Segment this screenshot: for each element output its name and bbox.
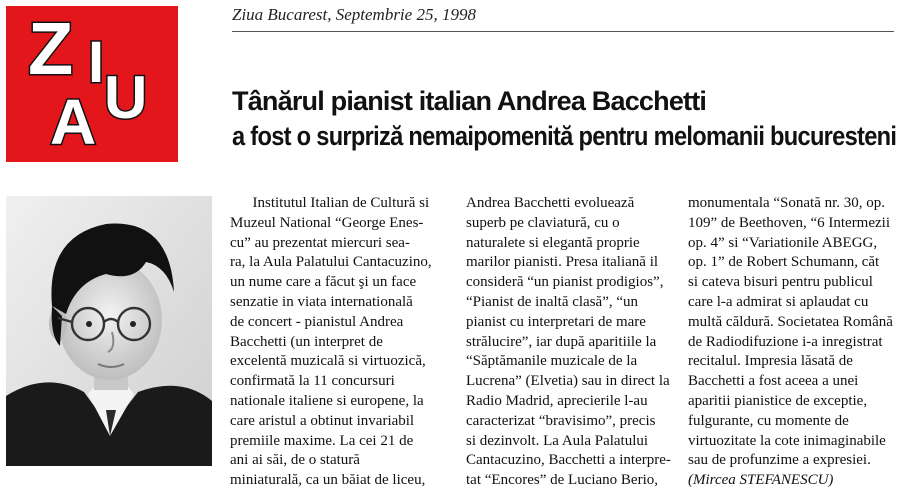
column-line: tat “Encores” de Luciano Berio,	[466, 472, 658, 489]
article-column-3	[688, 194, 896, 491]
column-line: nationale italiene si europene, la	[230, 392, 424, 409]
article-column-2	[466, 194, 672, 491]
column-line: 109” de Beethoven, “6 Intermezii	[688, 214, 891, 231]
column-line: de Radiodifuzione i-a inregistrat	[688, 333, 883, 350]
column-line: Lucrena” (Elvetia) sau in direct la	[466, 373, 670, 390]
column-line: recitalul. Impresia lăsată de	[688, 353, 853, 370]
headline-line-1: Tânărul pianist italian Andrea Bacchetti	[232, 86, 707, 116]
column-line: consideră “un pianist prodigios”,	[466, 274, 664, 291]
column-line: fulgurante, cu momente de	[688, 412, 849, 429]
column-line: ra, la Aula Palatului Cantacuzino,	[230, 254, 432, 271]
logo-letter-i: I	[88, 30, 105, 95]
logo-letter-a: A	[50, 86, 97, 158]
column-line: premiile maxime. La cei 21 de	[230, 432, 414, 449]
column-line: op. 1” de Robert Schumann, căt	[688, 254, 880, 271]
headline	[232, 84, 896, 154]
column-line: care aristul a obtinut invariabil	[230, 412, 415, 429]
column-line: multă căldură. Societatea Română	[688, 313, 893, 330]
column-line: op. 4” si “Variationile ABEGG,	[688, 234, 878, 251]
pianist-portrait-icon	[6, 196, 212, 466]
column-line: confirmată la 11 concursuri	[230, 373, 395, 390]
ziua-logo-mark	[6, 6, 178, 162]
column-line: monumentala “Sonată nr. 30, op.	[688, 195, 886, 211]
column-line: Muzeul National “George Enes-	[230, 214, 424, 231]
logo-letter-u: U	[104, 64, 148, 131]
column-line: marilor pianisti. Presa italiană il	[466, 254, 659, 271]
column-line: care l-a admirat si aplaudat cu	[688, 293, 869, 310]
column-line: sau de profunzime a expresiei.	[688, 452, 871, 469]
column-line: un nume care a făcut şi un face	[230, 274, 417, 291]
column-line: caracterizat “bravisimo”, precis	[466, 412, 656, 429]
column-line: naturalete si elegantă proprie	[466, 234, 640, 251]
column-line: de concert - pianistul Andrea	[230, 313, 404, 330]
column-line: pianist cu interpretari de mare	[466, 313, 646, 330]
ziua-logo	[6, 6, 178, 162]
header-rule	[232, 31, 894, 32]
column-line: “Pianist de inaltă clasă”, “un	[466, 293, 639, 310]
column-line: senzatie in viata internatională	[230, 293, 413, 310]
column-line: strălucire”, iar după aparitiile la	[466, 333, 657, 350]
column-line: superb pe claviatură, cu o	[466, 214, 620, 231]
column-line: cu” au prezentat miercuri sea-	[230, 234, 410, 251]
column-line: “Săptămanile muzicale de la	[466, 353, 638, 370]
column-line: excelentă muzicală si virtuozică,	[230, 353, 426, 370]
column-line: miniaturală, ca un băiat de liceu,	[230, 472, 426, 489]
column-line: Institutul Italian de Cultură si	[230, 195, 430, 211]
column-line: Radio Madrid, aprecierile l-au	[466, 392, 648, 409]
column-line: si cateva bisuri pentru publicul	[688, 274, 873, 291]
headline-line-2: a fost o surpriză nemaipomenită pentru melomanii bucuresteni	[232, 121, 897, 151]
article-column-1	[230, 194, 448, 491]
logo-letter-z: Z	[28, 7, 74, 90]
dateline: Ziua Bucarest, Septembrie 25, 1998	[232, 5, 476, 24]
column-line: ani ai săi, de o statură	[230, 452, 360, 469]
column-line: aparitii pianistice de exceptie,	[688, 392, 868, 409]
column-line: virtuozitate la cote inimaginabile	[688, 432, 886, 449]
column-line: Cantacuzino, Bacchetti a interpre-	[466, 452, 671, 469]
column-line: si dezinvolt. La Aula Palatului	[466, 432, 649, 449]
column-line: Bacchetti a fost aceea a unei	[688, 373, 859, 390]
column-line: Andrea Bacchetti evoluează	[466, 195, 635, 211]
author-signature: (Mircea STEFANESCU)	[688, 472, 834, 489]
column-line: Bacchetti (un interpret de	[230, 333, 383, 350]
